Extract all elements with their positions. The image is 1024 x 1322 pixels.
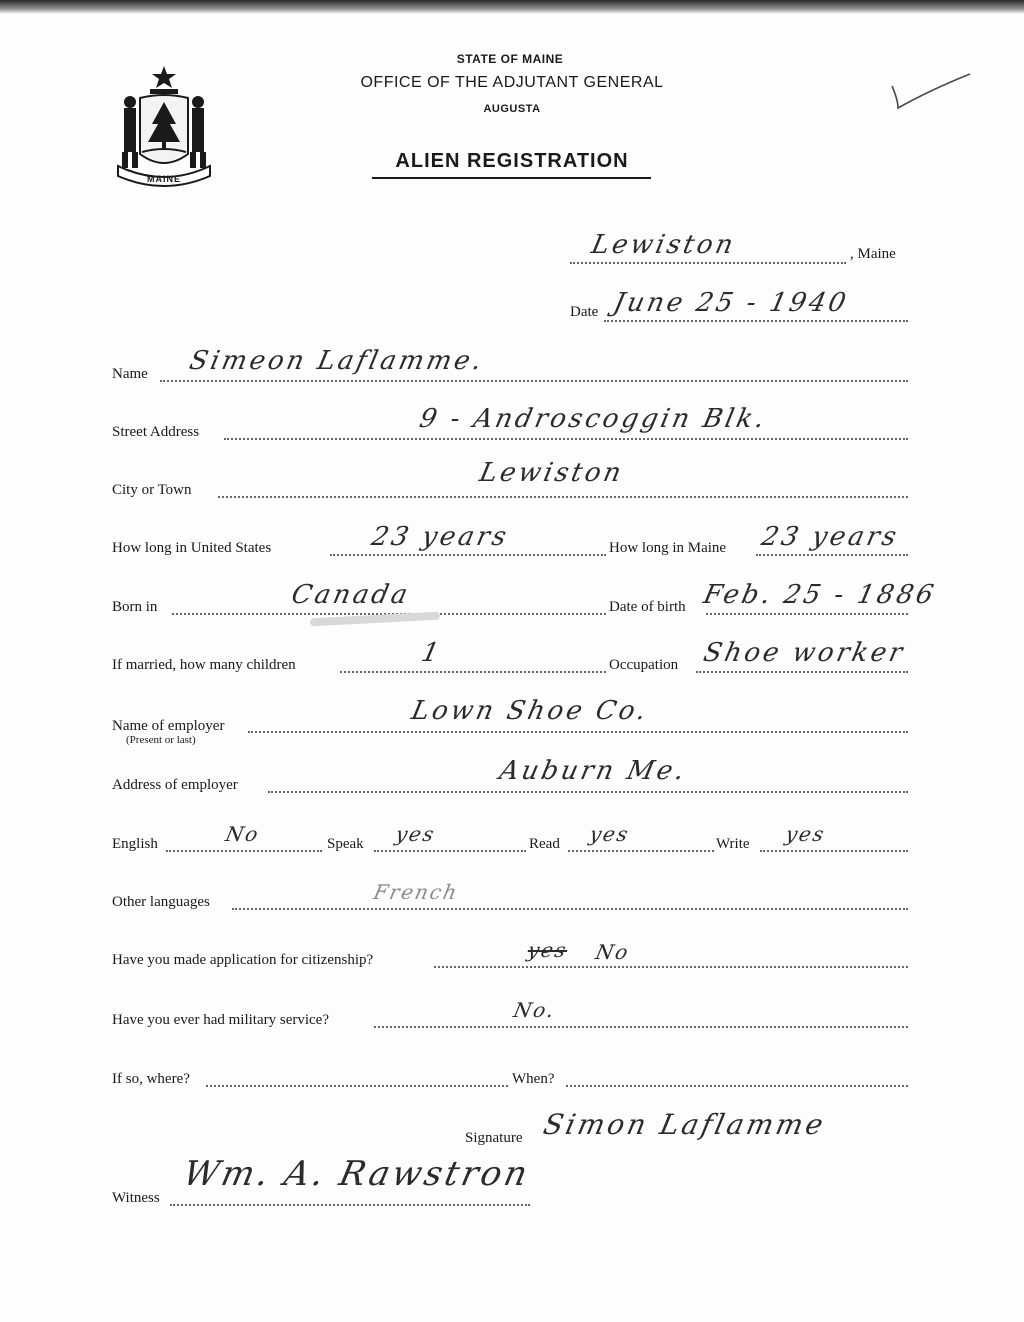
how-long-us-value: 23 years <box>368 522 512 552</box>
other-languages-label: Other languages <box>112 894 210 910</box>
signature-label: Signature <box>465 1130 523 1146</box>
form-title: ALIEN REGISTRATION <box>395 150 629 172</box>
when-label: When? <box>512 1071 555 1087</box>
date-of-birth-line <box>706 613 908 615</box>
employer-label: Name of employer <box>112 718 225 734</box>
english-value: No <box>223 822 263 846</box>
state-heading: STATE OF MAINE <box>456 52 564 66</box>
occupation-value: Shoe worker <box>700 638 908 668</box>
name-label: Name <box>112 366 148 382</box>
place-value: Lewiston <box>588 230 739 260</box>
city-line <box>218 496 908 498</box>
speak-value: yes <box>393 822 438 846</box>
read-label: Read <box>529 836 560 852</box>
street-address-line <box>224 438 908 440</box>
citizenship-line <box>434 966 908 968</box>
children-line <box>340 671 606 673</box>
witness-label: Witness <box>112 1190 160 1206</box>
date-line <box>604 320 908 322</box>
witness-line <box>170 1204 530 1206</box>
signature-value: Simon Laflamme <box>540 1108 829 1141</box>
english-label: English <box>112 836 158 852</box>
when-line <box>566 1085 908 1087</box>
how-long-us-label: How long in United States <box>112 540 272 556</box>
name-value: Simeon Laflamme. <box>186 346 488 376</box>
how-long-maine-label: How long in Maine <box>609 540 727 556</box>
military-value: No. <box>511 998 559 1022</box>
employer-address-line <box>268 791 908 793</box>
children-label: If married, how many children <box>112 657 296 673</box>
speak-label: Speak <box>327 836 364 852</box>
if-so-where-label: If so, where? <box>112 1071 190 1087</box>
write-label: Write <box>716 836 750 852</box>
citizenship-struck-value: yes <box>525 938 570 962</box>
employer-address-label: Address of employer <box>112 777 238 793</box>
citizenship-label: Have you made application for citizenship? <box>112 952 374 968</box>
born-in-label: Born in <box>112 599 158 615</box>
write-value: yes <box>783 822 828 846</box>
read-line <box>568 850 714 852</box>
occupation-label: Occupation <box>609 657 679 673</box>
name-line <box>160 380 908 382</box>
office-heading: OFFICE OF THE ADJUTANT GENERAL <box>360 74 664 91</box>
occupation-line <box>696 671 908 673</box>
place-suffix: , Maine <box>850 246 896 262</box>
how-long-maine-line <box>756 554 908 556</box>
city-value: Lewiston <box>476 458 627 488</box>
born-in-value: Canada <box>288 580 413 610</box>
title-underline <box>372 177 651 179</box>
employer-sublabel: (Present or last) <box>126 734 196 746</box>
date-of-birth-value: Feb. 25 - 1886 <box>700 580 939 610</box>
employer-address-value: Auburn Me. <box>496 756 690 786</box>
military-line <box>374 1026 908 1028</box>
date-label: Date <box>570 304 599 320</box>
children-value: 1 <box>418 638 445 668</box>
other-languages-line <box>232 908 908 910</box>
street-address-label: Street Address <box>112 424 200 440</box>
speak-line <box>374 850 526 852</box>
how-long-maine-value: 23 years <box>758 522 902 552</box>
other-languages-value: French <box>371 880 461 904</box>
employer-line <box>248 731 908 733</box>
city-label: City or Town <box>112 482 192 498</box>
witness-value: Wm. A. Rawstron <box>179 1154 534 1194</box>
how-long-us-line <box>330 554 606 556</box>
employer-value: Lown Shoe Co. <box>408 696 652 726</box>
date-value: June 25 - 1940 <box>610 288 852 318</box>
read-value: yes <box>587 822 632 846</box>
date-of-birth-label: Date of birth <box>609 599 686 615</box>
street-address-value: 9 - Androscoggin Blk. <box>416 404 770 434</box>
military-label: Have you ever had military service? <box>112 1012 329 1028</box>
citizenship-value: No <box>593 940 633 964</box>
scan-edge <box>0 0 1024 14</box>
english-line <box>166 850 322 852</box>
check-mark <box>884 68 974 118</box>
if-so-where-line <box>206 1085 508 1087</box>
city-heading: AUGUSTA <box>483 103 541 115</box>
place-line <box>570 262 846 264</box>
write-line <box>760 850 908 852</box>
seal-text: MAINE <box>147 174 181 184</box>
